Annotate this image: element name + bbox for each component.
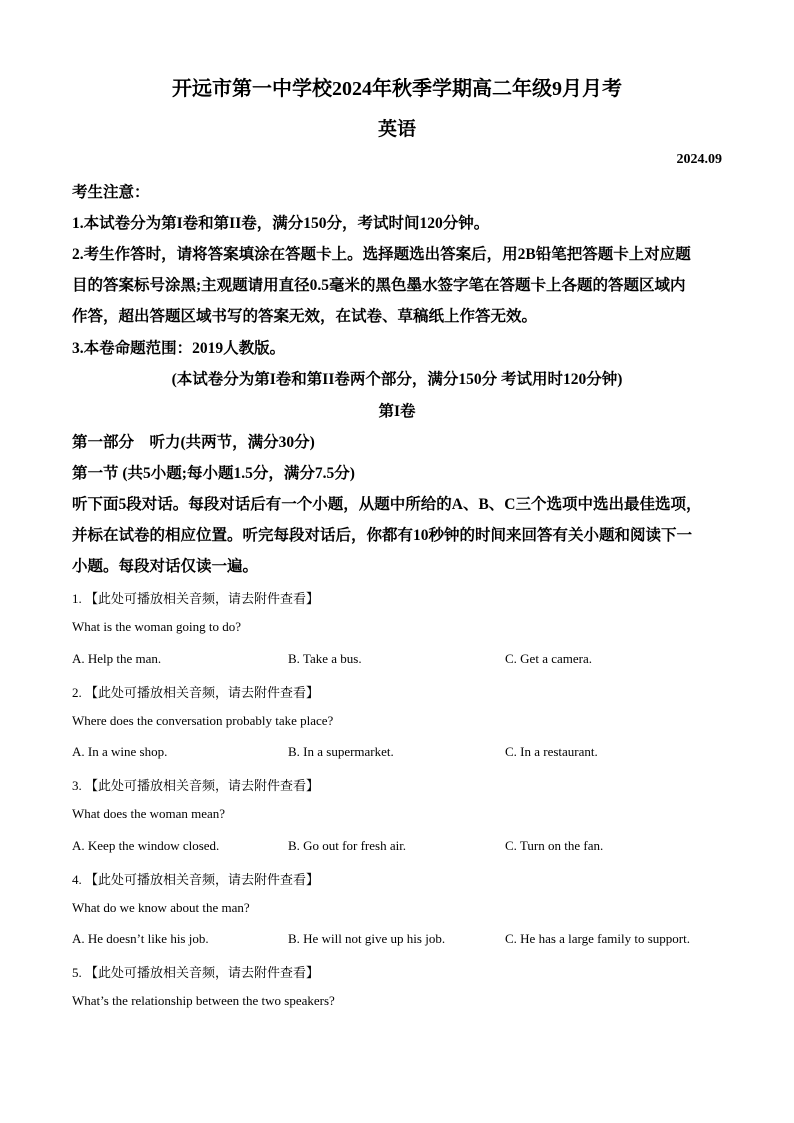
exam-date: 2024.09 — [676, 152, 722, 167]
notice-item-2-line-1: 2.考生作答时，请将答案填涂在答题卡上。选择题选出答案后，用2B铅笔把答题卡上对应题 — [72, 246, 691, 263]
instructions-line-1: 听下面5段对话。每段对话后有一个小题，从题中所给的A、B、C三个选项中选出最佳选项， — [72, 496, 702, 513]
question-4-option-b: B. He will not give up his job. — [288, 931, 446, 946]
question-4-option-c: C. He has a large family to support. — [505, 931, 690, 946]
question-1-option-a: A. Help the man. — [72, 651, 162, 666]
notice-item-3: 3.本卷命题范围：2019人教版。 — [72, 340, 286, 357]
audio-placeholder-5[interactable]: 5. 【此处可播放相关音频，请去附件查看】 — [72, 965, 320, 980]
question-4-text: What do we know about the man? — [72, 900, 250, 915]
question-2-option-b: B. In a supermarket. — [288, 744, 394, 759]
question-1-option-c: C. Get a camera. — [505, 651, 592, 666]
question-2-option-a: A. In a wine shop. — [72, 744, 168, 759]
question-2-option-c: C. In a restaurant. — [505, 744, 598, 759]
audio-placeholder-2[interactable]: 2. 【此处可播放相关音频，请去附件查看】 — [72, 685, 320, 700]
notice-item-1: 1.本试卷分为第I卷和第II卷，满分150分，考试时间120分钟。 — [72, 215, 490, 232]
notice-item-2-line-2: 目的答案标号涂黑;主观题请用直径0.5毫米的黑色墨水签字笔在答题卡上各题的答题区域内 — [72, 277, 686, 294]
audio-placeholder-1[interactable]: 1. 【此处可播放相关音频，请去附件查看】 — [72, 591, 320, 606]
question-4-option-a: A. He doesn’t like his job. — [72, 931, 209, 946]
question-3-option-b: B. Go out for fresh air. — [288, 838, 407, 853]
question-1-text: What is the woman going to do? — [72, 619, 241, 634]
subject-title: 英语 — [377, 119, 416, 140]
question-1-option-b: B. Take a bus. — [288, 651, 362, 666]
question-2-text: Where does the conversation probably take place? — [72, 713, 334, 728]
instructions-line-2: 并标在试卷的相应位置。听完每段对话后，你都有10秒钟的时间来回答有关小题和阅读下一 — [72, 527, 693, 544]
question-3-option-a: A. Keep the window closed. — [72, 838, 220, 853]
audio-placeholder-4[interactable]: 4. 【此处可播放相关音频，请去附件查看】 — [72, 872, 320, 887]
audio-placeholder-3[interactable]: 3. 【此处可播放相关音频，请去附件查看】 — [72, 778, 320, 793]
section-1-heading: 第一节 (共5小题;每小题1.5分，满分7.5分) — [72, 465, 355, 482]
exam-title: 开远市第一中学校2024年秋季学期高二年级9月月考 — [172, 78, 622, 100]
question-3-text: What does the woman mean? — [72, 806, 226, 821]
notice-heading: 考生注意： — [72, 184, 150, 201]
part-1-heading: 第一部分 听力(共两节，满分30分) — [72, 434, 315, 451]
instructions-line-3: 小题。每段对话仅读一遍。 — [72, 558, 259, 575]
volume-title: 第I卷 — [378, 403, 416, 420]
notice-item-2-line-3: 作答，超出答题区域书写的答案无效，在试卷、草稿纸上作答无效。 — [72, 308, 538, 325]
question-3-option-c: C. Turn on the fan. — [505, 838, 604, 853]
exam-info: (本试卷分为第I卷和第II卷两个部分，满分150分 考试用时120分钟) — [171, 371, 623, 388]
question-5-text: What’s the relationship between the two speakers? — [72, 993, 335, 1008]
